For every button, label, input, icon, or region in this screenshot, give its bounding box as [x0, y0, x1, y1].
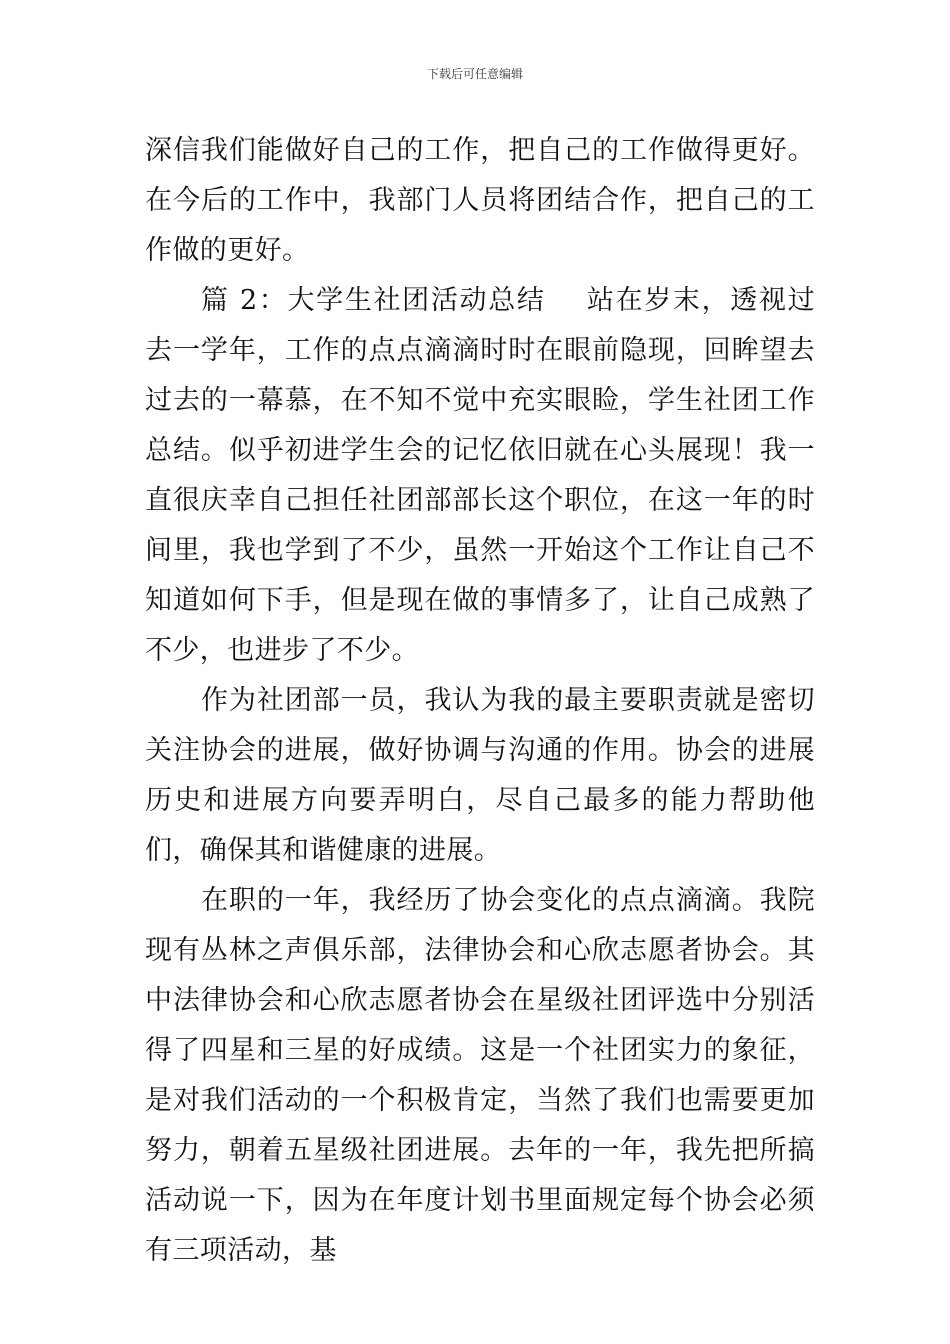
paragraph-responsibility: 作为社团部一员，我认为我的最主要职责就是密切关注协会的进展，做好协调与沟通的作用。协会的进展历史和进展方向要弄明白，尽自己最多的能力帮助他们，确保其和谐健康的进展。: [145, 685, 815, 866]
document-body: [145, 126, 815, 1276]
page-header-note: 下载后可任意编辑: [426, 67, 523, 81]
section-intro-text: 站在岁末，透视过去一学年，工作的点点滴滴时时在眼前隐现，回眸望去过去的一幕慕，在不知不觉中充实眼睑，学生社团工作总结。似乎初进学生会的记忆依旧就在心头展现！我一直很庆幸自己担任社团部部长这个职位，在这一年的时间里，我也学到了不少，虽然一开始这个工作让自己不知道如何下手，但是现在做的事情多了，让自己成熟了不少，也进步了不少。: [145, 285, 815, 666]
paragraph-year-review: 在职的一年，我经历了协会变化的点点滴滴。我院现有丛林之声俱乐部，法律协会和心欣志愿者协会。其中法律协会和心欣志愿者协会在星级社团评选中分别活得了四星和三星的好成绩。这是一个社团实力的象征，是对我们活动的一个积极肯定，当然了我们也需要更加努力，朝着五星级社团进展。去年的一年，我先把所搞活动说一下，因为在年度计划书里面规定每个协会必须有三项活动，基: [145, 885, 815, 1266]
paragraph-continuation: 深信我们能做好自己的工作，把自己的工作做得更好。在今后的工作中，我部门人员将团结合作，把自己的工作做的更好。: [145, 135, 815, 266]
section-title: 篇 2：大学生社团活动总结: [201, 285, 546, 316]
paragraph-section-2-intro: [145, 276, 815, 676]
